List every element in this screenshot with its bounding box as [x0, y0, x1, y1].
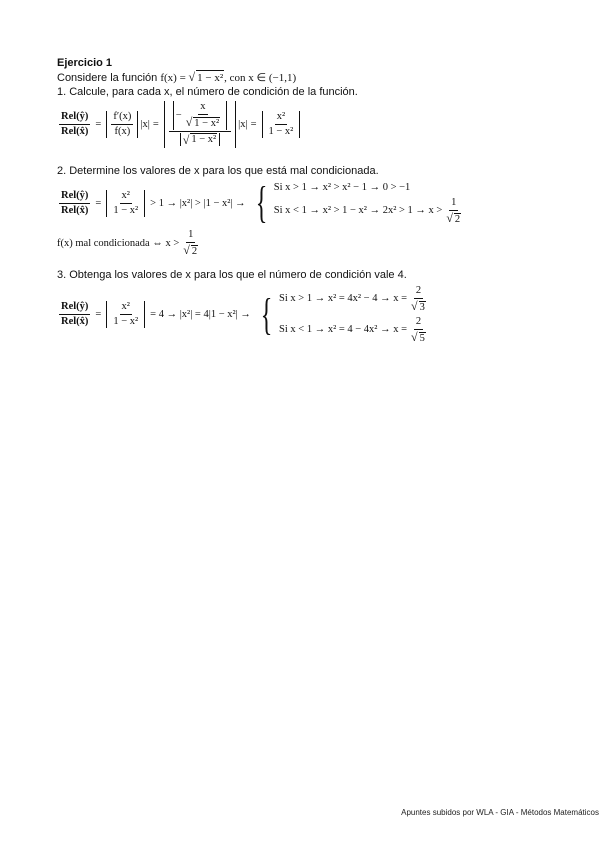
left-brace: {: [255, 178, 268, 227]
condition-number-equation: $\frac{\text{Rel(ŷ)}}{\text{Rel(x̂)}}$ = $\frac{f'(x)}{f(x)}$ |x| = − $\frac{x}{\text{√ 1 − x²}}$ √ 1 − x² |x| = $\frac{\text{x²}}{\text{1 − x²}}$: [57, 101, 557, 148]
left-brace: {: [260, 289, 273, 339]
condition-four-equation: $\frac{\text{Rel(ŷ)}}{\text{Rel(x̂)}}$ = $\frac{\text{x²}}{\text{1 − x²}}$ = 4 → |x²| = 4|1 − x²| → { Si x > 1 → x² = 4x² − 4 → x = $\frac{2}{√ 3}$ Si x < 1 → x² = 4 − 4x² → x = $\frac{2}{√ 5}$: [57, 284, 557, 346]
cases-q2: [274, 180, 465, 227]
question-3: 3. Obtenga los valores de x para los que el número de condición vale 4.: [57, 268, 407, 281]
cases-q3: [279, 284, 430, 346]
rel-ratio: $\frac{\text{Rel(ŷ)}}{\text{Rel(x̂)}}$: [61, 110, 89, 137]
intro-line: Considere la función f(x) = √ 1 − x², con x ∈ (−1,1): [57, 70, 297, 84]
question-1: 1. Calcule, para cada x, el número de condición de la función.: [57, 86, 358, 98]
exercise-title: Ejercicio 1: [57, 57, 113, 69]
page-footer: Apuntes subidos por WLA - GIA - Métodos Matemáticos: [401, 808, 599, 817]
question-2: 2. Determine los valores de x para los que está mal condicionada.: [57, 164, 379, 177]
document-page: [57, 56, 557, 348]
case-gt1-q2: Si x > 1 → x² > x² − 1 → 0 > −1: [273, 181, 411, 193]
ill-conditioned-conclusion: f(x) mal condicionada ⇔ x > $\frac{1}{√ 2}$: [57, 228, 198, 257]
case-lt1-q3: Si x < 1 → x² = 4 − 4x² → x = $\frac{2}{√ 5}$: [279, 315, 425, 344]
case-lt1-q2: Si x < 1 → x² > 1 − x² → 2x² > 1 → x > $\frac{1}{√ 2}$: [273, 196, 461, 225]
case-gt1-q3: Si x > 1 → x² = 4x² − 4 → x = $\frac{2}{√ 3}$: [279, 284, 425, 313]
ill-conditioned-equation: $\frac{\text{Rel(ŷ)}}{\text{Rel(x̂)}}$ = $\frac{\text{x²}}{\text{1 − x²}}$ > 1 → |x²| > |1 − x²| → { Si x > 1 → x² > x² − 1 → 0 > −1 Si x < 1 → x² > 1 − x² → 2x² > 1 → x > $\frac{1}{√ 2}$: [57, 180, 557, 227]
